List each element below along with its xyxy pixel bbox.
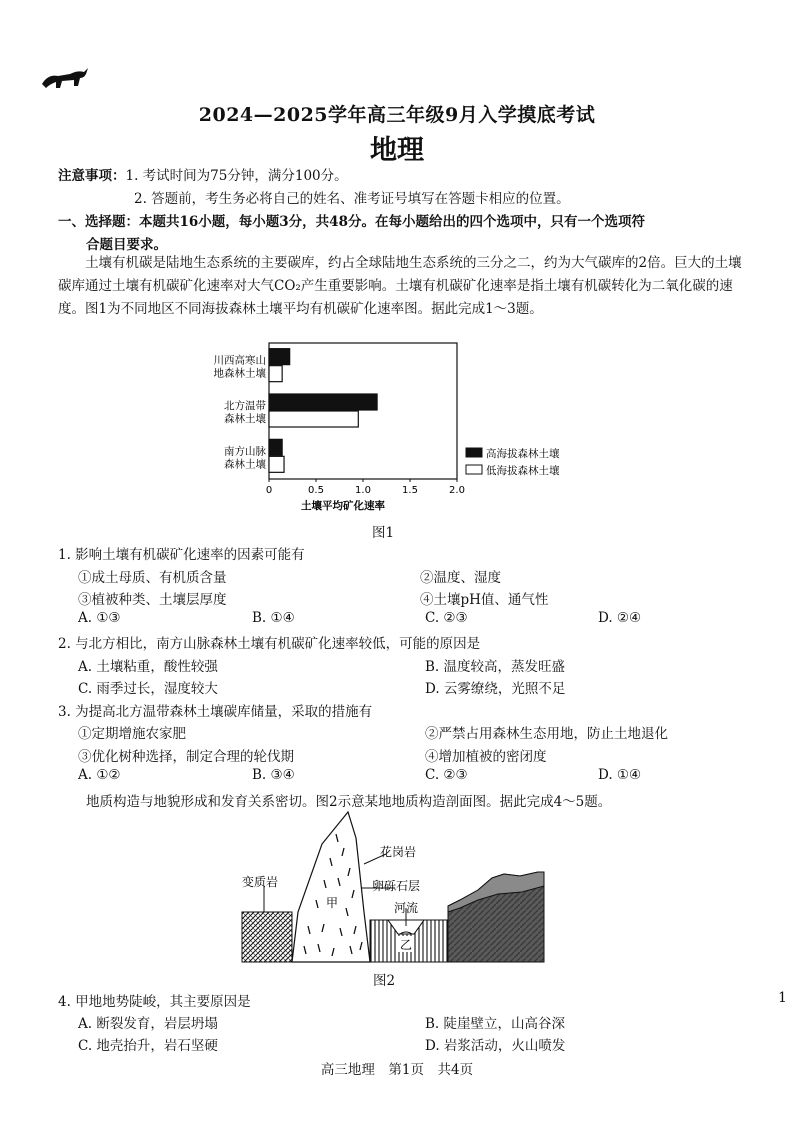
q1-option-a: A. ①③	[78, 610, 121, 626]
granite-peak	[292, 812, 370, 962]
q3-option-a: A. ①②	[78, 767, 121, 783]
bar-2-0	[269, 439, 282, 455]
label-metamorphic: 变质岩	[242, 875, 279, 889]
category-label: 北方温带	[224, 400, 266, 412]
legend-swatch	[466, 465, 482, 474]
category-label: 森林土壤	[224, 413, 266, 425]
category-label: 南方山脉	[224, 445, 266, 458]
q3-stem: 3. 为提高北方温带森林土壤碳库储量，采取的措施有	[58, 704, 373, 720]
x-tick-label: 1.5	[402, 485, 418, 496]
q1-option-c: C. ②③	[425, 610, 468, 626]
category-label: 森林土壤	[224, 458, 266, 471]
passage-1: 土壤有机碳是陆地生态系统的主要碳库，约占全球陆地生态系统的三分之二，约为大气碳库的2倍。巨大的土壤碳库通过土壤有机碳矿化速率对大气CO₂产生重要影响。土壤有机碳矿化速率是指土壤有机碳转化为二氧化碳的速度。图1为不同地区不同海拔森林土壤平均有机碳矿化速率图。据此完成1～3题。	[58, 255, 742, 317]
notice-item-2: 2. 答题前，考生务必将自己的姓名、准考证号填写在答题卡相应的位置。	[134, 191, 570, 207]
category-label: 地森林土壤	[213, 367, 266, 380]
q1-statement-1: ①成土母质、有机质含量	[78, 570, 227, 586]
label-granite: 花岗岩	[380, 845, 417, 859]
bar-1-0	[269, 394, 377, 410]
page-marker: 1	[778, 990, 787, 1006]
x-tick-label: 0.5	[308, 485, 324, 496]
q4-option-d: D. 岩浆活动，火山喷发	[425, 1038, 566, 1054]
x-tick-label: 1.0	[355, 485, 371, 496]
q3-statement-2: ②严禁占用森林生态用地，防止土地退化	[425, 726, 668, 742]
category-label: 川西高寒山	[213, 354, 266, 367]
q3-statement-1: ①定期增施农家肥	[78, 726, 186, 742]
q4-option-b: B. 陡崖壁立，山高谷深	[425, 1016, 566, 1032]
x-tick-label: 0	[265, 485, 273, 496]
q1-option-b: B. ①④	[252, 610, 295, 626]
page-footer: 高三地理 第1页 共4页	[320, 1062, 474, 1078]
q1-option-d: D. ②④	[598, 610, 642, 626]
legend-swatch	[466, 448, 482, 457]
figure-1-chart	[200, 340, 570, 516]
q3-option-d: D. ①④	[598, 767, 642, 783]
figure-1-caption: 图1	[372, 525, 395, 541]
label-yi: 乙	[400, 938, 413, 952]
metamorphic-rock-block	[242, 912, 292, 962]
bar-2-1	[269, 456, 284, 472]
bar-0-1	[269, 366, 282, 382]
subject-title: 地理	[370, 135, 424, 166]
q1-stem: 1. 影响土壤有机碳矿化速率的因素可能有	[58, 547, 305, 563]
bar-1-1	[269, 411, 358, 427]
q2-stem: 2. 与北方相比，南方山脉森林土壤有机碳矿化速率较低，可能的原因是	[58, 636, 481, 652]
q1-statement-3: ③植被种类、土壤层厚度	[78, 592, 227, 608]
section1-heading-cont: 合题目要求。	[86, 237, 167, 253]
q2-option-a: A. 土壤粘重，酸性较强	[78, 659, 218, 675]
q3-statement-4: ④增加植被的密闭度	[425, 749, 547, 765]
notice-item-1: 1. 考试时间为75分钟，满分100分。	[125, 168, 348, 184]
q4-option-c: C. 地壳抬升，岩石坚硬	[78, 1038, 218, 1054]
label-conglomerate: 卵砾石层	[372, 879, 421, 893]
q1-statement-4: ④土壤pH值、通气性	[420, 592, 549, 608]
q3-option-c: C. ②③	[425, 767, 468, 783]
figure-2-cross-section	[238, 808, 548, 966]
section1-heading: 一、选择题：本题共16小题，每小题3分，共48分。在每小题给出的四个选项中，只有一个选项符	[58, 214, 645, 230]
passage-2: 地质构造与地貌形成和发育关系密切。图2示意某地地质构造剖面图。据此完成4～5题。	[86, 794, 612, 810]
exam-title: 2024—2025学年高三年级9月入学摸底考试	[198, 104, 596, 126]
q3-option-b: B. ③④	[252, 767, 295, 783]
figure-2-caption: 图2	[373, 973, 396, 989]
legend-label: 低海拔森林土壤	[486, 465, 560, 477]
bull-logo-icon	[40, 66, 90, 92]
q2-option-d: D. 云雾缭绕，光照不足	[425, 681, 566, 697]
q2-option-c: C. 雨季过长，湿度较大	[78, 681, 218, 697]
label-river: 河流	[394, 901, 419, 915]
legend-label: 高海拔森林土壤	[486, 448, 560, 460]
notice-label: 注意事项：	[58, 168, 126, 184]
q3-statement-3: ③优化树种选择，制定合理的轮伐期	[78, 749, 294, 765]
label-jia: 甲	[326, 896, 339, 910]
q4-stem: 4. 甲地地势陡峻，其主要原因是	[58, 994, 251, 1010]
x-axis-label: 土壤平均矿化速率	[301, 500, 385, 512]
notice-block	[58, 164, 348, 184]
bar-0-0	[269, 349, 290, 365]
x-tick-label: 2.0	[449, 485, 465, 496]
q2-option-b: B. 温度较高，蒸发旺盛	[425, 659, 566, 675]
q1-statement-2: ②温度、湿度	[420, 570, 501, 586]
q4-option-a: A. 断裂发育，岩层坍塌	[78, 1016, 218, 1032]
